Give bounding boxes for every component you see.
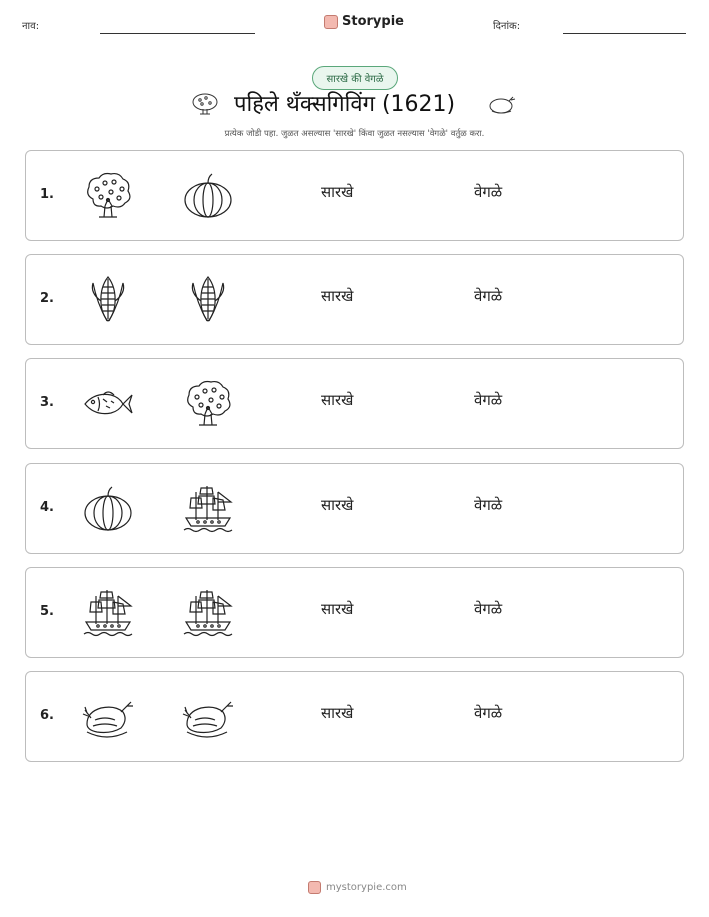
question-number: 2. (40, 291, 54, 306)
question-row (25, 358, 684, 449)
worksheet-type-badge: सारखे की वेगळे (312, 66, 398, 90)
page-title: पहिले थँक्सगिविंग (1621) (234, 92, 456, 117)
question-number: 4. (40, 500, 54, 515)
question-row (25, 671, 684, 762)
tree-icon (181, 377, 235, 431)
different-option[interactable]: वेगळे (474, 704, 503, 722)
name-line[interactable] (100, 33, 255, 34)
brand-logo (324, 14, 404, 29)
question-row (25, 463, 684, 554)
date-line[interactable] (563, 33, 686, 34)
footer-site: mystorypie.com (326, 882, 407, 893)
brand-name: Storypie (342, 14, 404, 29)
same-option[interactable]: सारखे (321, 600, 354, 618)
corn-icon (181, 273, 235, 327)
storypie-footer-logo-icon (308, 881, 321, 894)
question-number: 3. (40, 395, 54, 410)
name-label: नाव: (22, 21, 40, 32)
question-row (25, 150, 684, 241)
question-row (25, 254, 684, 345)
different-option[interactable]: वेगळे (474, 183, 503, 201)
question-number: 1. (40, 187, 54, 202)
same-option[interactable]: सारखे (321, 391, 354, 409)
same-option[interactable]: सारखे (321, 287, 354, 305)
ship-icon (181, 586, 235, 640)
question-row (25, 567, 684, 658)
fish-icon (81, 377, 135, 431)
tree-icon (81, 169, 135, 223)
question-number: 5. (40, 604, 54, 619)
same-option[interactable]: सारखे (321, 704, 354, 722)
roast-turkey-icon (81, 690, 135, 744)
title-tree-icon (190, 92, 220, 116)
date-label: दिनांक: (493, 21, 521, 32)
same-option[interactable]: सारखे (321, 496, 354, 514)
different-option[interactable]: वेगळे (474, 496, 503, 514)
storypie-logo-icon (324, 15, 338, 29)
title-turkey-icon (487, 92, 517, 116)
ship-icon (181, 482, 235, 536)
pumpkin-icon (181, 169, 235, 223)
different-option[interactable]: वेगळे (474, 287, 503, 305)
corn-icon (81, 273, 135, 327)
footer (308, 881, 407, 894)
same-option[interactable]: सारखे (321, 183, 354, 201)
instructions: प्रत्येक जोडी पहा. जुळत असल्यास 'सारखे' किंवा जुळत नसल्यास 'वेगळे' वर्तुळ करा. (224, 129, 485, 139)
pumpkin-icon (81, 482, 135, 536)
different-option[interactable]: वेगळे (474, 391, 503, 409)
different-option[interactable]: वेगळे (474, 600, 503, 618)
question-number: 6. (40, 708, 54, 723)
ship-icon (81, 586, 135, 640)
roast-turkey-icon (181, 690, 235, 744)
